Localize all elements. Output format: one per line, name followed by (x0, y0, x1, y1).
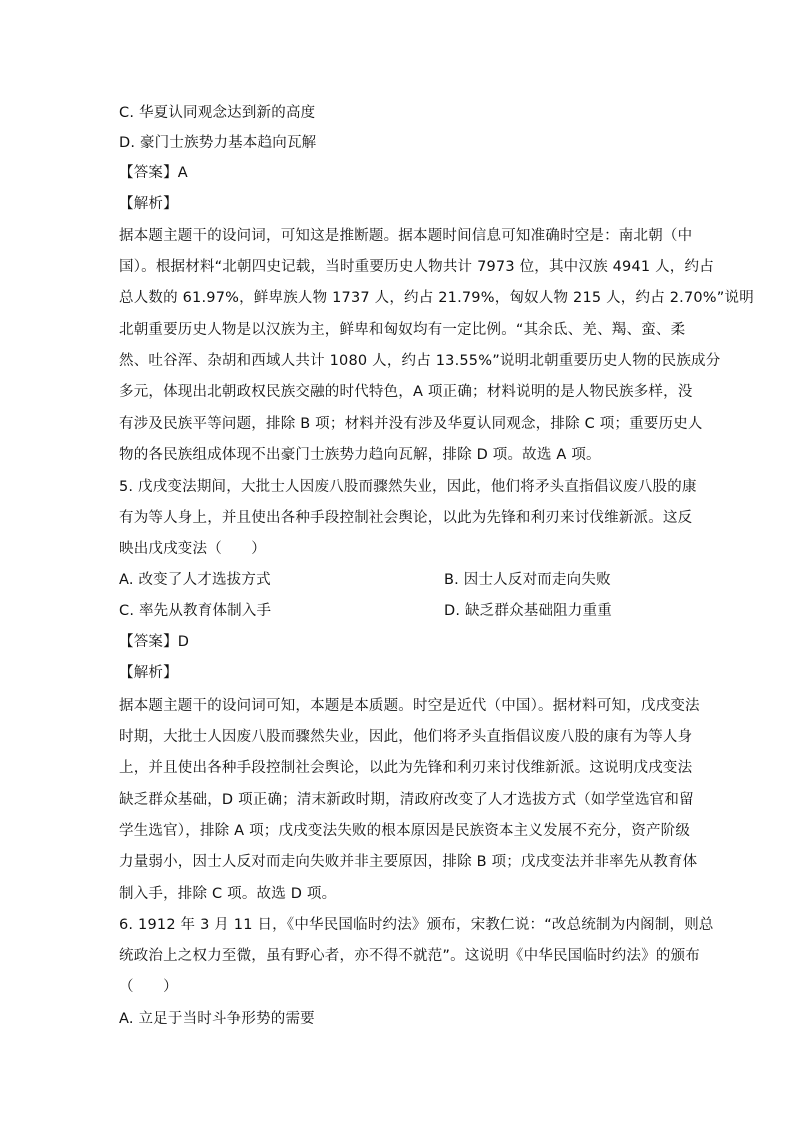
q4-analysis-line: 总人数的 61.97%，鲜卑族人物 1737 人，约占 21.79%，匈奴人物 215 人，约占 2.70%”说明 (119, 290, 754, 306)
q5-analysis-line: 学生选官），排除 A 项；戊戌变法失败的根本原因是民族资本主义发展不充分，资产阶级 (119, 823, 691, 839)
q5-stem-line: 5. 戊戌变法期间，大批士人因废八股而骤然失业，因此，他们将矛头直指倡议废八股的康 (119, 479, 697, 495)
q4-analysis-heading: 【解析】 (119, 196, 178, 212)
q6-stem-line: 6. 1912 年 3 月 11 日，《中华民国临时约法》颁布，宋教仁说：“改总统制为内阁制，则总 (119, 917, 714, 933)
q5-option-d: D. 缺乏群众基础阻力重重 (444, 603, 612, 619)
q4-option-c: C. 华夏认同观念达到新的高度 (119, 105, 316, 121)
q4-analysis-line: 多元，体现出北朝政权民族交融的时代特色，A 项正确；材料说明的是人物民族多样，没 (119, 384, 693, 400)
q4-analysis-line: 国）。根据材料“北朝四史记载，当时重要历史人物共计 7973 位，其中汉族 4941 人，约占 (119, 259, 714, 275)
q5-option-a: A. 改变了人才选拔方式 (119, 572, 271, 588)
q5-analysis-line: 力量弱小，因士人反对而走向失败并非主要原因，排除 B 项；戊戌变法并非率先从教育体 (119, 854, 698, 870)
q4-answer: 【答案】A (119, 165, 188, 181)
q5-analysis-line: 缺乏群众基础，D 项正确；清末新政时期，清政府改变了人才选拔方式（如学堂选官和留 (119, 792, 694, 808)
q6-option-a: A. 立足于当时斗争形势的需要 (119, 1011, 315, 1027)
q4-analysis-line: 北朝重要历史人物是以汉族为主，鲜卑和匈奴均有一定比例。“其余氐、羌、羯、蛮、柔 (119, 322, 686, 338)
q5-analysis-line: 上，并且使出各种手段控制社会舆论，以此为先锋和利刃来讨伐维新派。这说明戊戌变法 (119, 760, 693, 776)
q5-analysis-line: 据本题主题干的设问词可知，本题是本质题。时空是近代（中国）。据材料可知，戊戌变法 (119, 698, 700, 714)
q4-option-d: D. 豪门士族势力基本趋向瓦解 (119, 135, 317, 151)
q6-stem-line: （ ） (119, 979, 178, 995)
q5-analysis-heading: 【解析】 (119, 665, 178, 681)
q5-analysis-line: 时期，大批士人因废八股而骤然失业，因此，他们将矛头直指倡议废八股的康有为等人身 (119, 729, 693, 745)
q5-stem-line: 映出戊戌变法（ ） (119, 541, 266, 557)
q4-analysis-line: 然、吐谷浑、杂胡和西域人共计 1080 人，约占 13.55%”说明北朝重要历史人物的民族成分 (119, 353, 721, 369)
q5-option-b: B. 因士人反对而走向失败 (444, 572, 611, 588)
q5-stem-line: 有为等人身上，并且使出各种手段控制社会舆论，以此为先锋和利刃来讨伐维新派。这反 (119, 510, 693, 526)
q4-analysis-line: 有涉及民族平等问题，排除 B 项；材料并没有涉及华夏认同观念，排除 C 项；重要历史人 (119, 416, 703, 432)
q4-analysis-line: 据本题主题干的设问词，可知这是推断题。据本题时间信息可知准确时空是：南北朝（中 (119, 228, 693, 244)
q6-stem-line: 统政治上之权力至微，虽有野心者，亦不得不就范”。这说明《中华民国临时约法》的颁布 (119, 948, 701, 964)
q5-analysis-line: 制入手，排除 C 项。故选 D 项。 (119, 886, 337, 902)
q4-analysis-line: 物的各民族组成体现不出豪门士族势力趋向瓦解，排除 D 项。故选 A 项。 (119, 447, 601, 463)
q5-answer: 【答案】D (119, 634, 190, 650)
q5-option-c: C. 率先从教育体制入手 (119, 603, 272, 619)
